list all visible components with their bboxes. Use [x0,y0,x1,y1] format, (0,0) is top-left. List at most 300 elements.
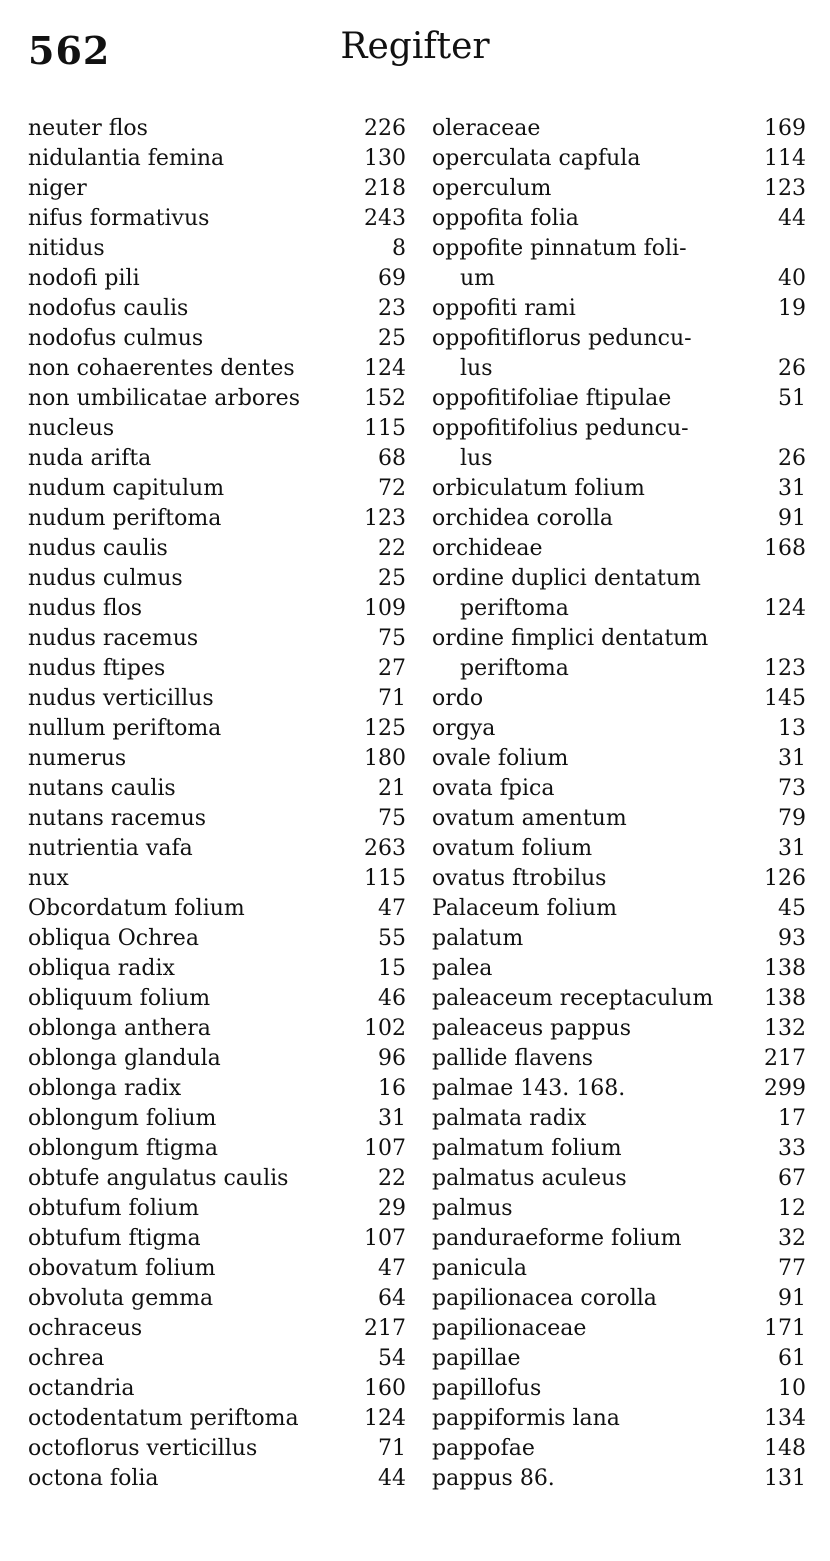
page-reference: 243 [364,206,406,231]
index-term: nodofus caulis [28,296,189,321]
page-reference: 44 [778,206,806,231]
index-term [432,1464,555,1494]
index-term [432,414,689,474]
index-term-line: pappiformis lana [432,1406,620,1431]
index-term-line: ordo [432,686,484,711]
index-term: obovatum folium [28,1256,216,1281]
index-entry [432,1074,806,1104]
index-term-line: ovatum folium [432,836,593,861]
index-term: neuter flos [28,116,148,141]
index-entry [28,234,406,264]
page-reference: 13 [778,716,806,741]
index-entry [28,1134,406,1164]
page-reference: 31 [778,836,806,861]
page-reference: 180 [364,746,406,771]
index-term: nucleus [28,416,115,441]
index-entry [432,504,806,534]
index-term: nidulantia femina [28,146,225,171]
index-entry [28,924,406,954]
index-entry [432,1374,806,1404]
index-term [432,1434,535,1464]
index-entry [432,114,806,144]
index-entry [432,564,806,624]
page-reference: 107 [364,1136,406,1161]
page-reference: 8 [392,236,406,261]
index-entry [28,864,406,894]
index-entry [28,444,406,474]
page-reference: 93 [778,926,806,951]
index-entry [28,174,406,204]
index-entry [432,534,806,564]
index-term: nodofi pili [28,266,140,291]
page-reference: 123 [764,176,806,201]
index-entry [432,1104,806,1134]
page-reference: 218 [364,176,406,201]
index-term: obliqua radix [28,956,175,981]
index-term-line: ovatus ftrobilus [432,866,607,891]
index-entry [28,264,406,294]
index-term [432,714,495,744]
index-term [432,564,701,624]
index-term-line: oppofitiflorus peduncu- [432,326,692,351]
index-term: non cohaerentes dentes [28,356,295,381]
page-reference: 168 [764,536,806,561]
index-entry [28,504,406,534]
page-reference: 10 [778,1376,806,1401]
page-reference: 25 [378,326,406,351]
index-entry [432,1284,806,1314]
index-term: nudum capitulum [28,476,225,501]
index-term: nudus caulis [28,536,168,561]
index-term: obvoluta gemma [28,1286,214,1311]
page-reference: 124 [364,356,406,381]
page-reference: 148 [764,1436,806,1461]
page-reference: 109 [364,596,406,621]
index-term-line: orchidea corolla [432,506,614,531]
index-term: ochrea [28,1346,105,1371]
index-entry [432,804,806,834]
index-entry [432,1254,806,1284]
page-reference: 17 [778,1106,806,1131]
index-term: Obcordatum folium [28,896,245,921]
index-term: ochraceus [28,1316,143,1341]
index-entry [28,414,406,444]
page-reference: 15 [378,956,406,981]
index-entry [28,774,406,804]
page-reference: 217 [764,1046,806,1071]
index-entry [28,594,406,624]
index-term: oblongum folium [28,1106,217,1131]
index-term: obtufum ftigma [28,1226,201,1251]
index-term [432,684,483,714]
index-entry [28,144,406,174]
index-entry [28,1044,406,1074]
index-entry [28,1164,406,1194]
index-entry [28,294,406,324]
index-term-line: oppofite pinnatum foli- [432,236,687,261]
page-reference: 26 [778,356,806,381]
page-reference: 131 [764,1466,806,1491]
index-term-line: papillae [432,1346,521,1371]
index-term [432,954,492,984]
index-entry [432,474,806,504]
index-term-line: pappofae [432,1436,535,1461]
page-reference: 27 [378,656,406,681]
page-reference: 21 [378,776,406,801]
index-term: nullum periftoma [28,716,222,741]
index-entry [432,864,806,894]
index-entry [432,174,806,204]
page-reference: 54 [378,1346,406,1371]
index-entry [28,684,406,714]
index-entry [432,1404,806,1434]
index-term: nudus culmus [28,566,183,591]
index-term [432,894,617,924]
index-term-line: palmus [432,1196,513,1221]
page-reference: 12 [778,1196,806,1221]
page-reference: 31 [778,476,806,501]
index-term [432,744,568,774]
page-reference: 75 [378,626,406,651]
page-reference: 123 [764,656,806,681]
index-term: nitidus [28,236,105,261]
index-term: nudus ftipes [28,656,166,681]
index-entry [432,324,806,384]
page-reference: 64 [378,1286,406,1311]
index-entry [28,1314,406,1344]
page-reference: 16 [378,1076,406,1101]
page-reference: 299 [764,1076,806,1101]
index-term-line: palmatus aculeus [432,1166,627,1191]
index-term-line: orbiculatum folium [432,476,645,501]
page-reference: 91 [778,1286,806,1311]
page-number: 562 [28,28,111,73]
index-term-line: ovale folium [432,746,569,771]
index-entry [432,984,806,1014]
page-reference: 69 [378,266,406,291]
page-reference: 47 [378,896,406,921]
index-term: octodentatum periftoma [28,1406,299,1431]
page-reference: 126 [764,866,806,891]
page-reference: 96 [378,1046,406,1071]
index-term: octandria [28,1376,135,1401]
page-reference: 226 [364,116,406,141]
index-term [432,1404,620,1434]
index-entry [28,984,406,1014]
index-entry [28,1254,406,1284]
index-term [432,1074,625,1104]
index-term [432,624,708,684]
index-entry [28,654,406,684]
index-term-line: palmae 143. 168. [432,1076,626,1101]
index-entry [28,834,406,864]
index-entry [28,1404,406,1434]
index-term-line: papilionaceae [432,1316,587,1341]
page-reference: 169 [764,116,806,141]
page-reference: 160 [364,1376,406,1401]
page-reference: 145 [764,686,806,711]
page-reference: 22 [378,536,406,561]
index-term-line: palmata radix [432,1106,587,1131]
index-term: obtufum folium [28,1196,199,1221]
page-reference: 91 [778,506,806,531]
index-term: nutans caulis [28,776,176,801]
page-reference: 71 [378,686,406,711]
page-reference: 115 [364,866,406,891]
index-term [432,504,613,534]
index-term-continuation: um [460,266,496,291]
page-reference: 263 [364,836,406,861]
page-reference: 45 [778,896,806,921]
index-entry [28,1464,406,1494]
page-reference: 46 [378,986,406,1011]
page-reference: 130 [364,146,406,171]
index-term [432,294,576,324]
index-entry [28,534,406,564]
page-reference: 132 [764,1016,806,1041]
page-reference: 29 [378,1196,406,1221]
index-term-line: pallide flavens [432,1046,594,1071]
index-term: numerus [28,746,127,771]
index-term-line: ordine fimplici dentatum [432,626,709,651]
index-entry [432,684,806,714]
index-entry [432,744,806,774]
index-entry [28,1104,406,1134]
index-term: non umbilicatae arbores [28,386,300,411]
index-entry [28,324,406,354]
index-term-line: palea [432,956,493,981]
index-entry [28,354,406,384]
page-reference: 72 [378,476,406,501]
index-term: nudum periftoma [28,506,222,531]
index-entry [432,1314,806,1344]
index-term [432,1224,682,1254]
index-term: nux [28,866,69,891]
index-term-line: Palaceum folium [432,896,617,921]
page-reference: 19 [778,296,806,321]
page-reference: 23 [378,296,406,321]
index-entry [28,474,406,504]
index-term: nifus formativus [28,206,210,231]
index-term [432,1104,586,1134]
index-term [432,1374,541,1404]
index-term-continuation: lus [460,356,493,381]
page-reference: 124 [364,1406,406,1431]
index-entry [432,1464,806,1494]
page-reference: 67 [778,1166,806,1191]
index-entry [28,1014,406,1044]
page-reference: 40 [778,266,806,291]
index-term [432,1164,627,1194]
index-entry [432,1134,806,1164]
index-term-line: orchideae [432,536,543,561]
index-column-right [432,114,806,1494]
index-term [432,864,606,894]
index-term-continuation: periftoma [460,596,569,621]
index-entry [432,204,806,234]
index-term [432,144,640,174]
page-reference: 102 [364,1016,406,1041]
page-reference: 22 [378,1166,406,1191]
index-term: octona folia [28,1466,159,1491]
index-term-line: oppofitifolius peduncu- [432,416,689,441]
page-reference: 171 [764,1316,806,1341]
page-reference: 71 [378,1436,406,1461]
page-reference: 26 [778,446,806,471]
index-term-line: paleaceum receptaculum [432,986,714,1011]
index-term-line: panduraeforme folium [432,1226,682,1251]
page-reference: 25 [378,566,406,591]
index-entry [28,624,406,654]
index-term [432,234,687,294]
index-entry [28,1344,406,1374]
index-entry [28,714,406,744]
page-reference: 138 [764,986,806,1011]
page-reference: 138 [764,956,806,981]
index-term [432,114,540,144]
index-term-continuation: lus [460,446,493,471]
index-entry [432,774,806,804]
index-term [432,1134,622,1164]
index-entry [28,114,406,144]
index-term: nudus racemus [28,626,199,651]
page-reference: 125 [364,716,406,741]
index-term-line: oppofita folia [432,206,579,231]
index-term-line: palatum [432,926,524,951]
index-entry [432,384,806,414]
index-term: nudus flos [28,596,143,621]
index-term-line: papilionacea corolla [432,1286,657,1311]
index-entry [432,714,806,744]
page-reference: 33 [778,1136,806,1161]
index-term [432,804,627,834]
index-term [432,834,592,864]
index-term [432,1344,521,1374]
index-entry [28,564,406,594]
index-column-left [28,114,406,1494]
index-term [432,984,713,1014]
index-term: nutrientia vafa [28,836,193,861]
index-entry [432,1344,806,1374]
index-term: oblonga radix [28,1076,182,1101]
index-entry [28,1434,406,1464]
index-term-line: papillofus [432,1376,542,1401]
index-entry [432,894,806,924]
index-entry [432,1434,806,1464]
index-term: obliquum folium [28,986,211,1011]
index-term [432,1284,657,1314]
index-term-line: operculum [432,176,552,201]
page-reference: 77 [778,1256,806,1281]
index-entry [432,624,806,684]
index-term-line: palmatum folium [432,1136,622,1161]
index-entry [432,144,806,174]
index-entry [28,1284,406,1314]
index-term-line: operculata capfula [432,146,641,171]
index-entry [28,1074,406,1104]
page-reference: 114 [764,146,806,171]
index-entry [432,414,806,474]
index-term-line: paleaceus pappus [432,1016,631,1041]
page-reference: 31 [378,1106,406,1131]
index-term: octoflorus verticillus [28,1436,258,1461]
index-term-line: ordine duplici dentatum [432,566,701,591]
index-term: obtufe angulatus caulis [28,1166,289,1191]
index-entry [28,744,406,774]
index-entry [28,894,406,924]
page-reference: 123 [364,506,406,531]
page-reference: 124 [764,596,806,621]
index-entry [28,804,406,834]
index-entry [432,954,806,984]
page-reference: 107 [364,1226,406,1251]
page-reference: 44 [378,1466,406,1491]
page-reference: 152 [364,386,406,411]
index-entry [28,1374,406,1404]
index-entry [432,924,806,954]
page-reference: 61 [778,1346,806,1371]
page-reference: 51 [778,386,806,411]
page-reference: 217 [364,1316,406,1341]
index-term: oblonga anthera [28,1016,211,1041]
index-term-line: oleraceae [432,116,541,141]
index-term [432,924,523,954]
page-reference: 32 [778,1226,806,1251]
index-term: nuda arifta [28,446,152,471]
index-entry [28,204,406,234]
index-entry [432,1224,806,1254]
index-entry [432,1044,806,1074]
index-term [432,324,692,384]
page-reference: 47 [378,1256,406,1281]
page-reference: 55 [378,926,406,951]
index-term: nutans racemus [28,806,207,831]
index-entry [28,1194,406,1224]
page-reference: 31 [778,746,806,771]
index-entry [28,954,406,984]
index-entry [432,1194,806,1224]
index-term-line: ovatum amentum [432,806,627,831]
index-term [432,174,551,204]
index-term: niger [28,176,87,201]
index-term-line: oppofiti rami [432,296,576,321]
index-term [432,1044,593,1074]
page-reference: 73 [778,776,806,801]
index-term-line: oppofitifoliae ftipulae [432,386,672,411]
page-reference: 68 [378,446,406,471]
index-term [432,1014,631,1044]
index-entry [432,1014,806,1044]
index-term [432,204,579,234]
index-term-line: pappus 86. [432,1466,555,1491]
page-reference: 115 [364,416,406,441]
index-entry [28,384,406,414]
index-entry [432,1164,806,1194]
index-term [432,474,645,504]
index-entry [432,834,806,864]
index-entry [432,234,806,294]
index-entry [28,1224,406,1254]
page-reference: 79 [778,806,806,831]
index-term-line: panicula [432,1256,528,1281]
index-term-line: orgya [432,716,496,741]
index-term [432,534,543,564]
index-term-line: ovata fpica [432,776,555,801]
index-term: nudus verticillus [28,686,214,711]
index-term [432,1194,513,1224]
index-term: oblonga glandula [28,1046,221,1071]
index-term: obliqua Ochrea [28,926,199,951]
